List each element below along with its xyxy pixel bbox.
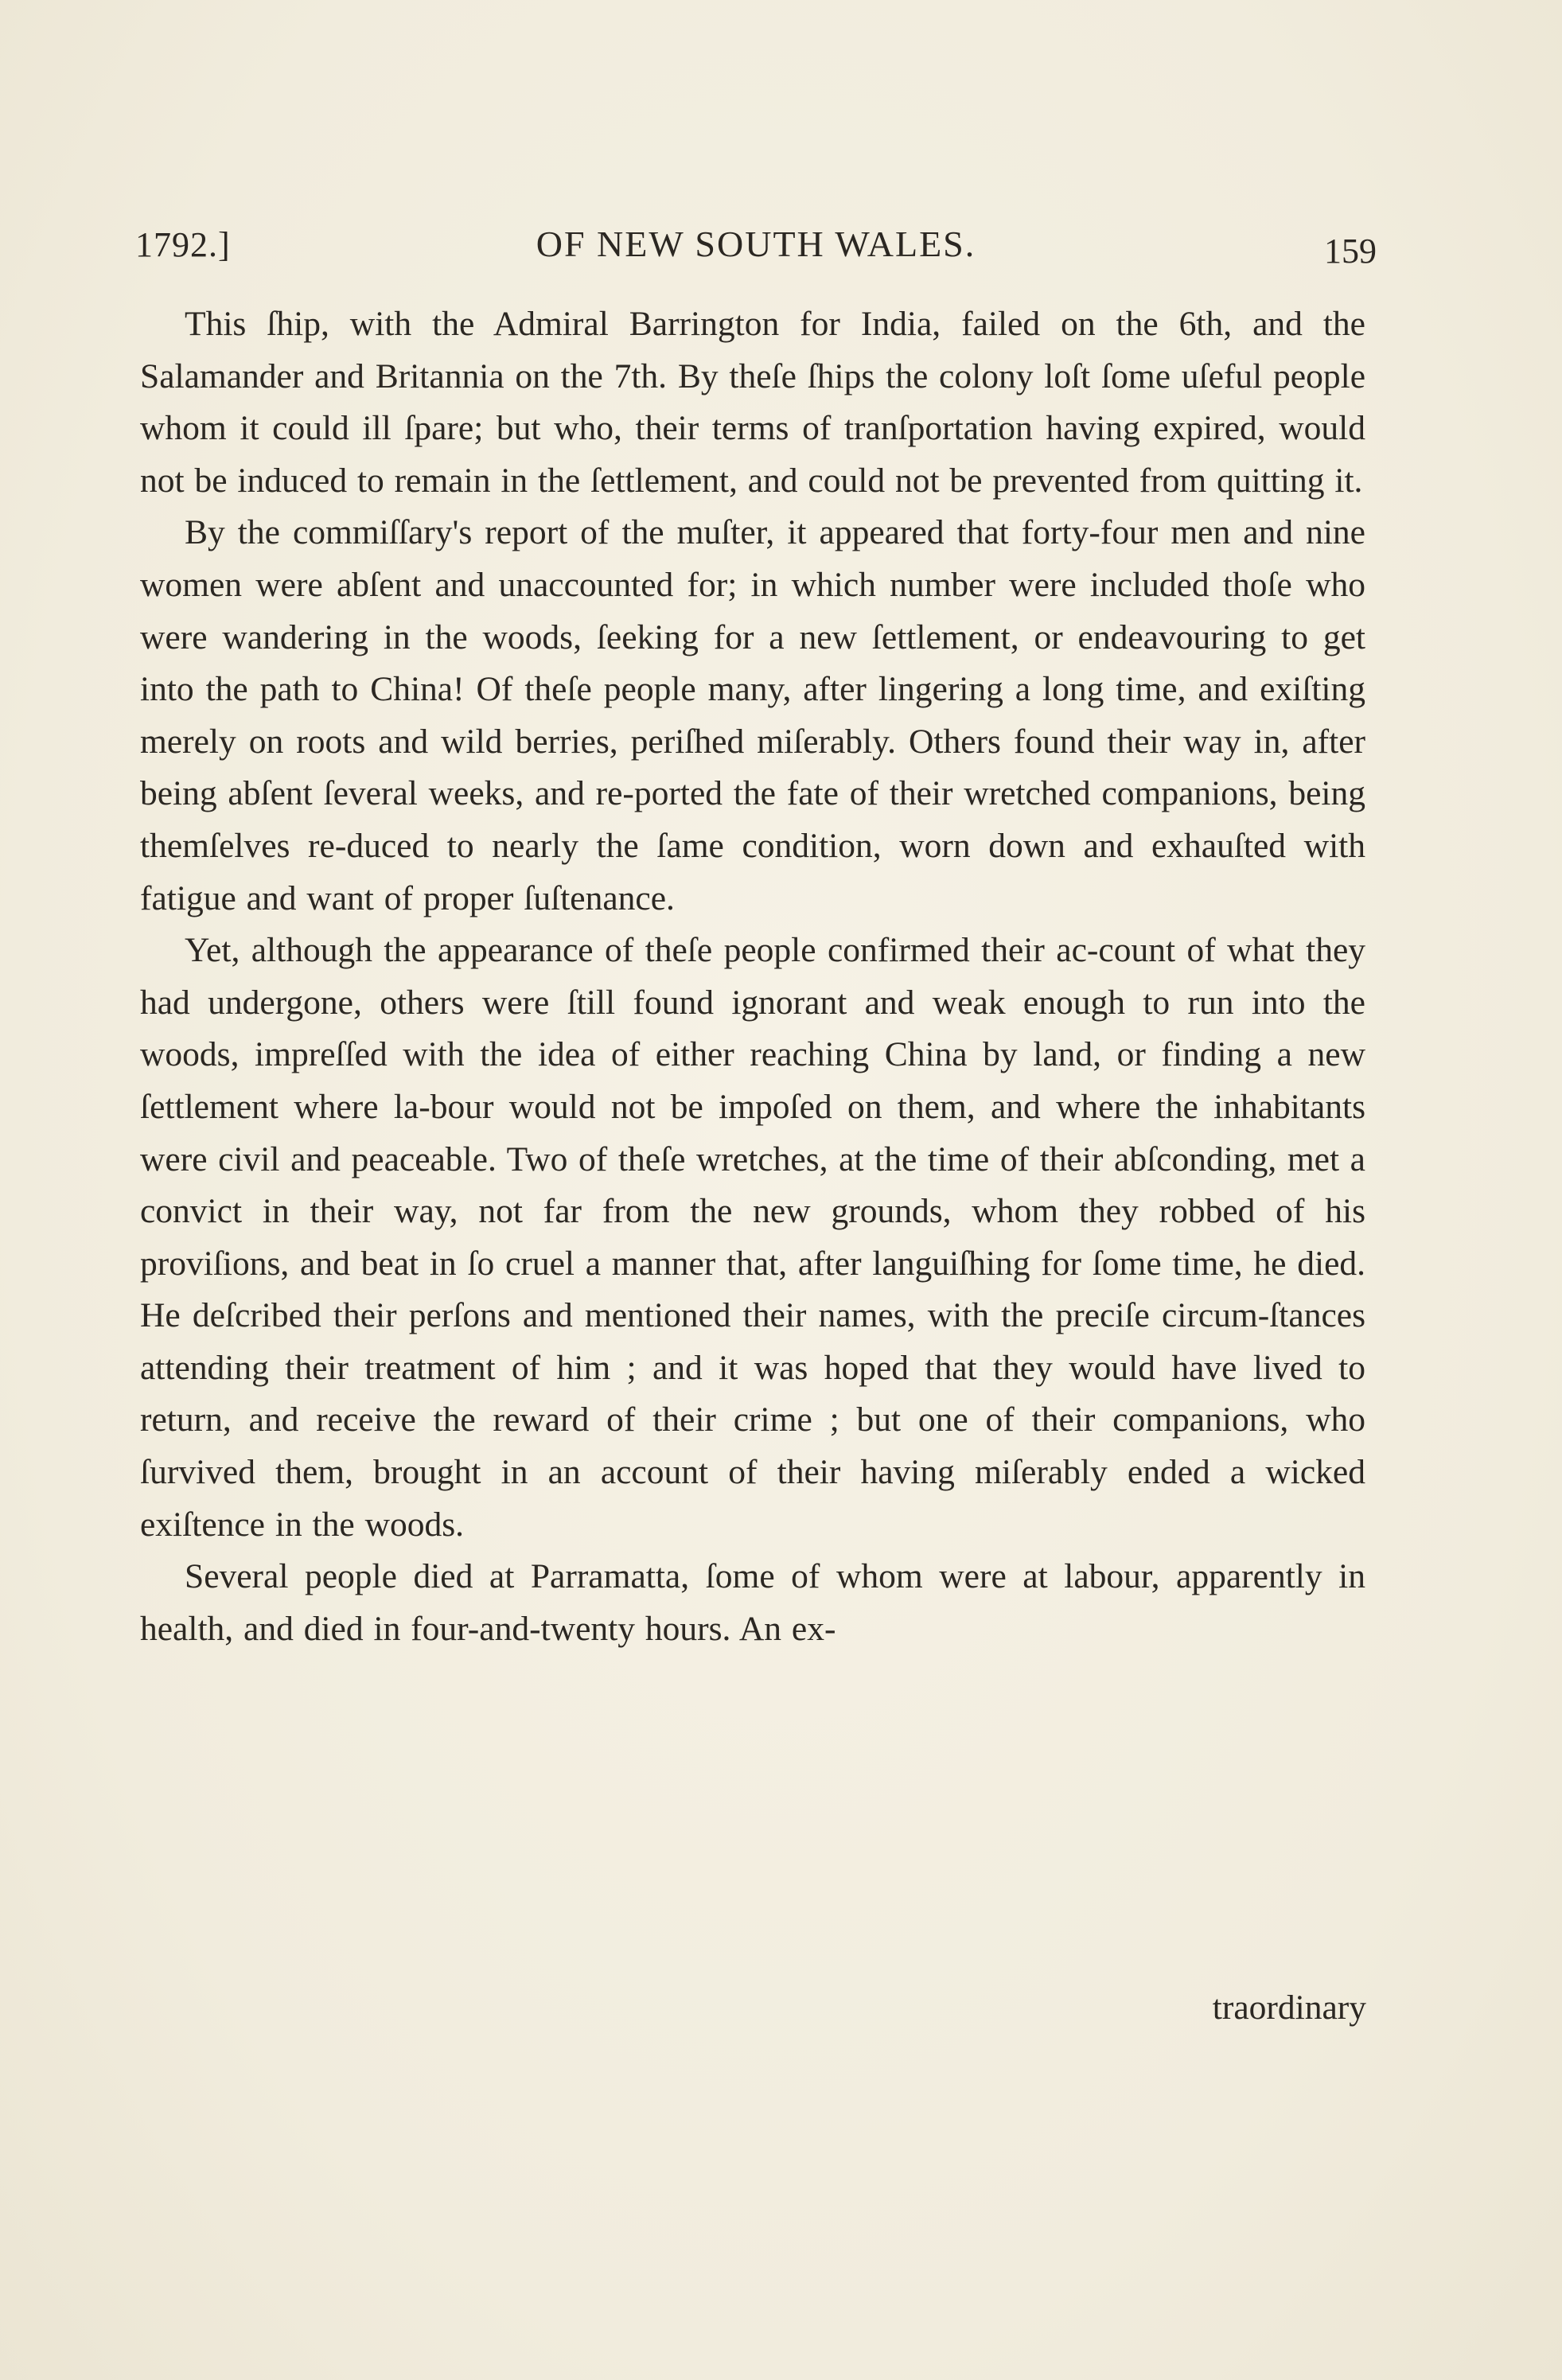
running-header [135, 216, 1377, 280]
paragraph: Several people died at Parramatta, ſome of whom were at labour, apparently in health, and died in four-and-twenty hours. An ex- [140, 1557, 1365, 1648]
paragraph: This ſhip, with the Admiral Barrington for India, failed on the 6th, and the Salamander and Britannia on the 7th. By theſe ſhips the colony loſt ſome uſeful people whom it could ill ſpare; but who, their terms of tranſportation having expired, would not be induced to remain in the ſettlement, and could not be prevented from quitting it. [140, 305, 1365, 500]
catchword: traordinary [1212, 1989, 1366, 2027]
running-year: 1792.] [135, 225, 231, 264]
paragraph: Yet, although the appearance of theſe people confirmed their ac-count of what they had undergone, others were ſtill found ignorant and weak enough to run into the woods, impreſſed with the idea of either reaching China by land, or finding a new ſettlement where la-bour would not be impoſed on them, and where the inhabitants were civil and peaceable. Two of theſe wretches, at the time of their abſconding, met a convict in their way, not far from the new grounds, whom they robbed of his proviſions, and beat in ſo cruel a manner that, after languiſhing for ſome time, he died. He deſcribed their perſons and mentioned their names, with the preciſe circum-ſtances attending their treatment of him ; and it was hoped that they would have lived to return, and receive the reward of their crime ; but one of their companions, who ſurvived them, brought in an account of their having miſerably ended a wicked exiſtence in the woods. [140, 931, 1365, 1544]
body-text [140, 298, 1365, 1655]
page-number: 159 [1324, 232, 1377, 271]
running-title: OF NEW SOUTH WALES. [536, 224, 976, 264]
paragraph: By the commiſſary's report of the muſter, it appeared that forty-four men and nine women were abſent and unaccounted for; in which number were included thoſe who were wandering in the woods, ſeeking for a new ſettlement, or endeavouring to get into the path to China! Of theſe people many, after lingering a long time, and exiſting merely on roots and wild berries, periſhed miſerably. Others found their way in, after being abſent ſeveral weeks, and re-ported the fate of their wretched companions, being themſelves re-duced to nearly the ſame condition, worn down and exhauſted with fatigue and want of proper ſuſtenance. [140, 513, 1365, 917]
